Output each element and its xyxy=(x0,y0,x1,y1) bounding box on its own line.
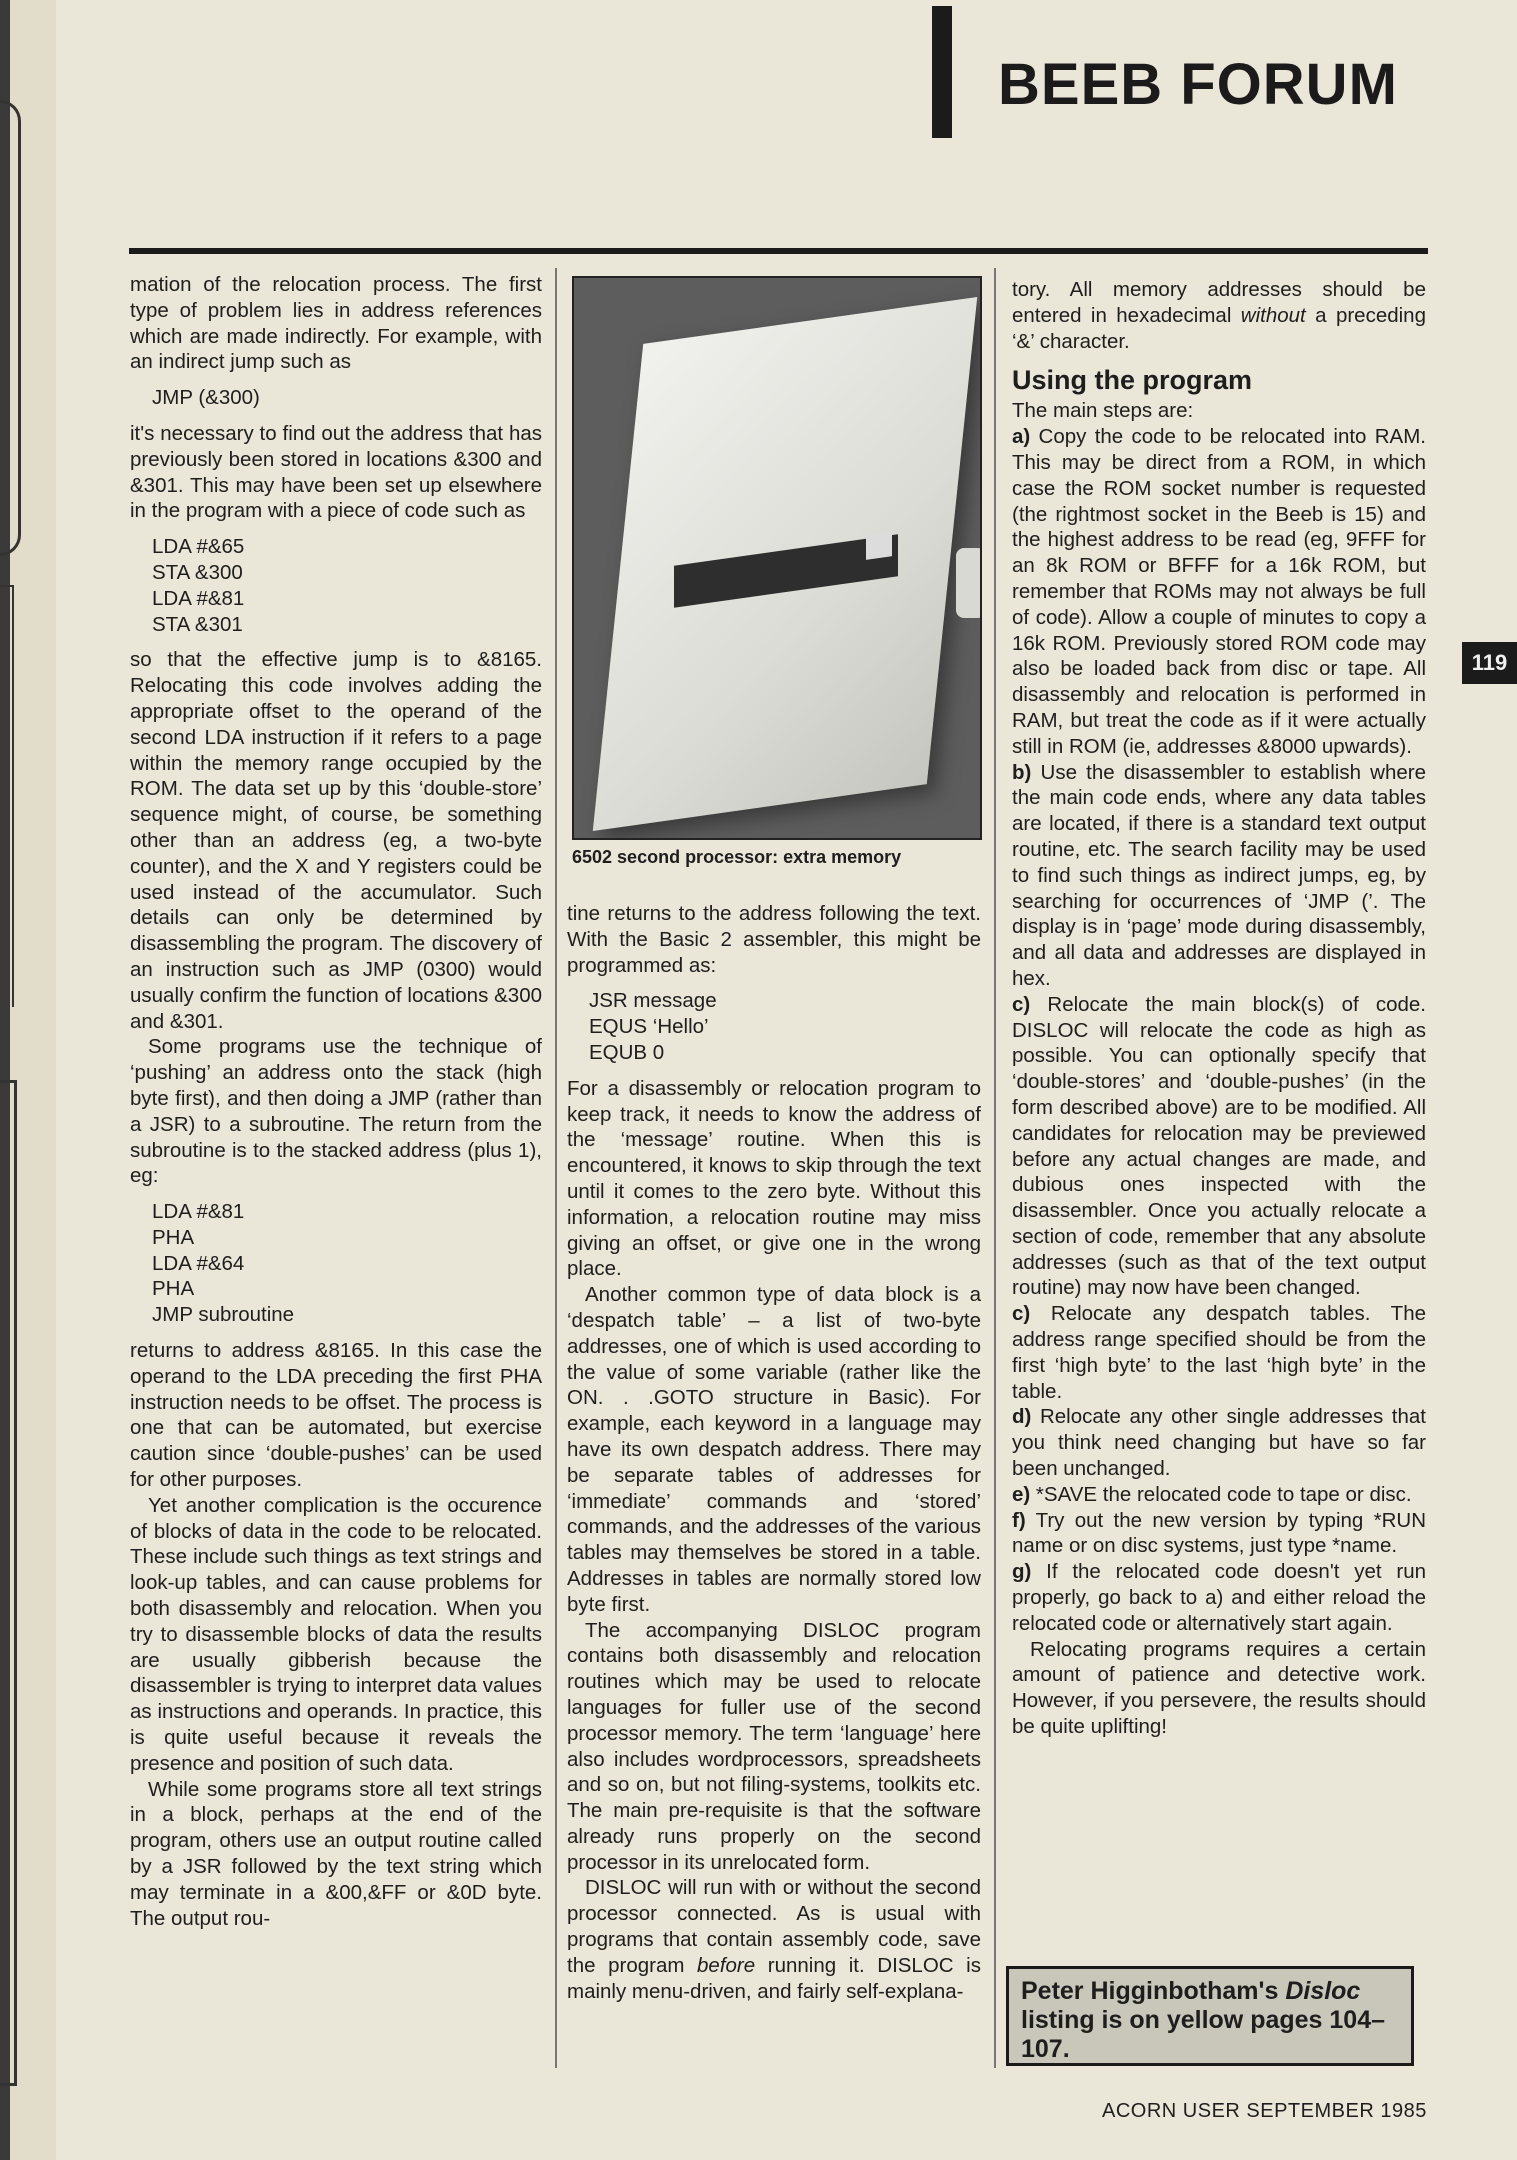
step-text: Use the disassembler to establish where the main code ends, where any data tables are located, if there is a standard text output routine, etc. The search facility may be used to find such things as indirect jumps, eg, by searching for occurrences of ‘JMP (’. The display is in ‘page’ mode during disassembly, and all data and addresses are displayed in hex. xyxy=(1012,760,1426,990)
photo-caption: 6502 second processor: extra memory xyxy=(572,847,902,867)
code-line: PHA xyxy=(152,1225,195,1249)
text-run: tory. All memory addresses should be entered in hexadecimal xyxy=(1012,278,1426,327)
step-item xyxy=(1012,424,1426,759)
paragraph: returns to address &8165. In this case the operand to the LDA preceding the first PHA instruction needs to be offset. The process is one that can be automated, but exercise caution since ‘double-pushes’ can be used for other purposes. xyxy=(130,1339,542,1492)
text-run: a preceding ‘&’ character. xyxy=(1012,303,1426,353)
paragraph xyxy=(1012,277,1426,354)
footer: ACORN USER SEPTEMBER 1985 xyxy=(1102,2100,1427,2122)
step-item xyxy=(1012,760,1426,992)
column-rule xyxy=(994,268,996,2068)
paragraph: Yet another complication is the occurence of blocks of data in the code to be relocated. These include such things as text strings and look-up tables, and can cause problems for both disassembly and relocation. When you try to disassemble blocks of data the results are usually gibberish because the disassembler is trying to interpret data values as instructions and operands. In practice, this is quite useful because it reveals the presence and position of such data. xyxy=(130,1493,542,1775)
step-item xyxy=(1012,1301,1426,1404)
text-run: listing is on yellow pages 104–107. xyxy=(1021,2006,1386,2063)
step-text: *SAVE the relocated code to tape or disc. xyxy=(1030,1482,1412,1506)
column-3 xyxy=(1012,277,1426,1740)
header-rule xyxy=(129,248,1428,254)
column-2 xyxy=(567,901,981,2004)
gutter-rule xyxy=(0,585,14,1007)
text-run: running it. DISLOC is mainly menu-driven, and fairly self-explana- xyxy=(567,1953,981,2003)
step-item xyxy=(1012,1482,1426,1508)
code-block xyxy=(152,534,542,637)
paragraph: tine returns to the address following the text. With the Basic 2 assembler, this might be programmed as: xyxy=(567,902,981,977)
code-line: JSR message xyxy=(589,989,717,1013)
code-line: JMP subroutine xyxy=(152,1303,295,1327)
computer-edge xyxy=(956,548,982,618)
paragraph: For a disassembly or relocation program to keep track, it needs to know the address of the ‘message’ routine. When this is encountered, it knows to skip through the text until it comes to the zero byte. Without this information, a relocation routine may miss giving an offset, or give one in the wrong place. xyxy=(567,1076,981,1281)
paragraph: Relocating programs requires a certain amount of patience and detective work. However, if you persevere, the results should be quite uplifting! xyxy=(1012,1637,1426,1739)
step-item xyxy=(1012,1404,1426,1481)
column-rule xyxy=(555,268,557,2068)
emphasis: without xyxy=(1240,303,1306,327)
page-number-tab: 119 xyxy=(1462,642,1517,684)
step-label: c) xyxy=(1012,1302,1031,1326)
code-line: STA &301 xyxy=(152,612,243,636)
emphasis: before xyxy=(697,1953,756,1977)
code-line: LDA #&65 xyxy=(152,535,245,559)
code-line: JMP (&300) xyxy=(152,386,260,410)
step-item xyxy=(1012,992,1426,1302)
step-text: Relocate any despatch tables. The address range specified should be from the first ‘high byte’ to the last ‘high byte’ in the table. xyxy=(1012,1302,1426,1403)
step-item xyxy=(1012,1559,1426,1636)
code-line: STA &300 xyxy=(152,560,243,584)
paragraph: While some programs store all text strings in a block, perhaps at the end of the program, others use an output routine called by a JSR followed by the text string which may terminate in a &00,&FF or &0D byte. The output rou- xyxy=(130,1777,542,1930)
step-label: c) xyxy=(1012,992,1031,1016)
paragraph: Another common type of data block is a ‘despatch table’ – a list of two-byte addresses, one of which is used according to the value of some variable (rather like the ON. . .GOTO structure in Basic). For example, each keyword in a language may have its own despatch address. There may be separate tables of addresses for ‘immediate’ commands and ‘stored’ commands, and the addresses of the various tables may themselves be stored in a table. Addresses in tables are normally stored low byte first. xyxy=(567,1283,981,1616)
code-line: EQUB 0 xyxy=(589,1040,665,1064)
code-line: LDA #&64 xyxy=(152,1251,245,1275)
paragraph: so that the effective jump is to &8165. Relocating this code involves adding the appropriate offset to the operand of the second LDA instruction if it refers to a page within the memory range occupied by the ROM. The data set up by this ‘double-store’ sequence might, of course, be something other than an address (eg, a two-byte counter), and the X and Y registers could be used instead of the accumulator. Such details can only be determined by disassembling the program. The discovery of an instruction such as JMP (0300) would usually confirm the function of locations &300 and &301. xyxy=(130,648,542,1033)
code-line: LDA #&81 xyxy=(152,1200,245,1224)
paragraph: Some programs use the technique of ‘pushing’ an address onto the stack (high byte first), and then doing a JMP (rather than a JSR) to a subroutine. The return from the subroutine is to the stacked address (plus 1), eg: xyxy=(130,1035,542,1188)
code-line: EQUS ‘Hello’ xyxy=(589,1015,709,1039)
code-line: PHA xyxy=(152,1277,195,1301)
paragraph: mation of the relocation process. The first type of problem lies in address references which are made indirectly. For example, with an indirect jump such as xyxy=(130,273,542,374)
text-run: Peter Higginbotham's xyxy=(1021,1977,1286,2005)
code-block xyxy=(152,1199,542,1328)
step-text: Try out the new version by typing *RUN name or on disc systems, just type *name. xyxy=(1012,1508,1426,1558)
step-text: If the relocated code doesn't yet run properly, go back to a) and either reload the relocated code or alternatively start again. xyxy=(1012,1560,1426,1635)
code-block xyxy=(152,385,542,411)
step-text: Copy the code to be relocated into RAM. This may be direct from a ROM, in which case the ROM socket number is requested (the rightmost socket in the Beeb is 15) and the highest address to be read (eg, 9FFF for an 8k ROM or BFFF for a 16k ROM, but remember that ROMs may not always be full of code). Allow a couple of minutes to copy a 16k ROM. Previously stored ROM code may also be loaded back from disc or tape. All disassembly and relocation is performed in RAM, but treat the code as if it were actually still in ROM (ie, addresses &8000 upwards). xyxy=(1012,425,1426,758)
acorn-logo-icon xyxy=(866,532,892,560)
paragraph xyxy=(567,1875,981,2004)
emphasis: Disloc xyxy=(1285,1977,1361,2005)
header-bar xyxy=(932,6,952,138)
product-photo xyxy=(572,276,982,840)
paragraph: The accompanying DISLOC program contains both disassembly and relocation routines which may be used to relocate languages for fuller use of the second processor memory. The term ‘language’ here also includes wordprocessors, spreadsheets and so on, but not filing-systems, toolkits etc. The main pre-requisite is that the software already runs properly on the second processor in its unrelocated form. xyxy=(567,1618,981,1874)
gutter-rule xyxy=(0,100,21,556)
step-label: d) xyxy=(1012,1405,1032,1429)
code-block xyxy=(589,988,981,1065)
step-label: g) xyxy=(1012,1560,1032,1584)
step-label: e) xyxy=(1012,1482,1031,1506)
column-1 xyxy=(130,272,542,1931)
step-item xyxy=(1012,1508,1426,1560)
section-title: BEEB FORUM xyxy=(998,52,1398,117)
paragraph: The main steps are: xyxy=(1012,399,1194,423)
listing-callout-box xyxy=(1006,1966,1414,2066)
code-line: LDA #&81 xyxy=(152,586,245,610)
paragraph: it's necessary to find out the address that has previously been stored in locations &300 and &301. This may have been set up elsewhere in the program with a piece of code such as xyxy=(130,421,542,523)
gutter-rule xyxy=(0,1080,17,2086)
subheading: Using the program xyxy=(1012,365,1253,396)
step-label: f) xyxy=(1012,1508,1026,1532)
step-label: b) xyxy=(1012,760,1032,784)
step-text: Relocate any other single addresses that you think need changing but have so far been unchanged. xyxy=(1012,1405,1426,1481)
text-run: DISLOC will run with or without the second processor connected. As is usual with programs that contain assembly code, save the program xyxy=(567,1876,981,1977)
step-label: a) xyxy=(1012,425,1031,449)
step-text: Relocate the main block(s) of code. DISLOC will relocate the code as high as possible. You can optionally specify that ‘double-stores’ and ‘double-pushes’ (in the form described above) are to be modified. All candidates for relocation may be previewed before any actual changes are made, and dubious ones inspected with the disassembler. Once you actually relocate a section of code, remember that any absolute addresses (such as that of the text output routine) may now have been changed. xyxy=(1012,992,1426,1300)
